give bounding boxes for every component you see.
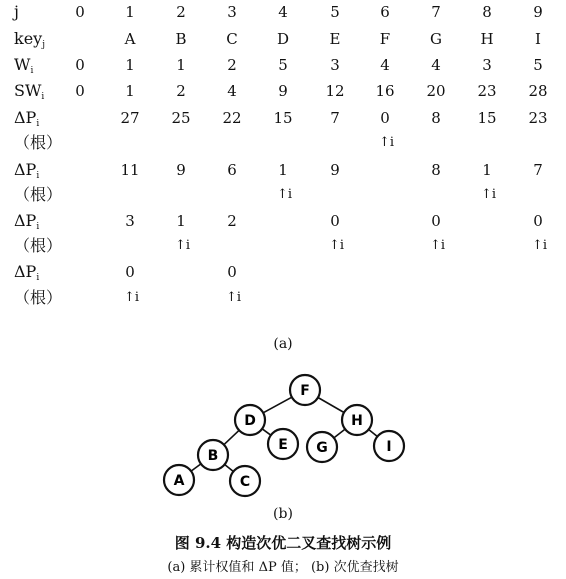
table-cell: 0 [75,56,85,74]
tree-edge [191,464,201,471]
figure-subtitle: (a) 累计权值和 ΔP 值； (b) 次优查找树 [167,560,399,575]
table-cell: I [535,30,541,48]
table-cell: 9 [278,82,288,100]
row-label: （根） [14,185,63,204]
table-cell: 12 [325,82,345,100]
table-cell: 5 [278,56,288,74]
node-label: E [278,437,288,453]
table-cell: 6 [380,3,390,21]
table-cell: 1 [482,161,492,179]
table-cell: 3 [330,56,340,74]
table-cell: 0 [227,263,237,281]
tree-node [164,465,194,495]
row-label: $\Delta P_i$ [14,160,40,181]
node-label: G [316,440,328,456]
table-cell: 0 [380,109,390,127]
table-cell: H [480,30,494,48]
table-cell: 28 [528,82,548,100]
table-cell: 8 [431,109,441,127]
table-cell: C [226,30,238,48]
node-label: B [207,448,219,464]
table-cell: 16 [375,82,395,100]
root-marker: ↑i [277,187,293,202]
caption-b: (b) [273,506,293,522]
root-marker: ↑i [379,135,395,150]
table-cell: 1 [125,56,135,74]
root-marker: ↑i [124,290,140,305]
table-cell: G [430,30,442,48]
table-cell: 2 [227,212,237,230]
row-label: key$_j$ [14,29,45,50]
table-cell: 0 [533,212,543,230]
table-cell: 9 [533,3,543,21]
node-label: F [300,383,310,399]
table-cell: 1 [176,212,186,230]
table-cell: 25 [171,109,191,127]
table-cell: 0 [330,212,340,230]
row-label: $W_i$ [14,55,34,76]
tree-node [342,405,372,435]
tree-node [374,431,404,461]
table-cell: 5 [330,3,340,21]
node-label: A [173,473,185,489]
root-marker: ↑i [175,238,191,253]
table-cell: 2 [176,82,186,100]
tree-node [235,405,265,435]
tree-node [268,429,298,459]
caption-a: (a) [273,336,293,352]
table-cell: 0 [125,263,135,281]
figure-title: 图 9.4 构造次优二叉查找树示例 [174,534,392,552]
node-label: H [351,413,363,429]
table-cell: 8 [431,161,441,179]
table-cell: 11 [120,161,140,179]
table-cell: 3 [227,3,237,21]
row-label: （根） [14,288,63,307]
table-cell: 0 [431,212,441,230]
row-label: $\Delta P_i$ [14,262,40,283]
table-cell: 23 [477,82,497,100]
table-cell: 0 [75,3,85,21]
table-cell: 2 [227,56,237,74]
table-cell: 1 [125,3,135,21]
table-cell: 3 [125,212,135,230]
root-marker: ↑i [532,238,548,253]
table-cell: 6 [227,161,237,179]
root-marker: ↑i [481,187,497,202]
tree-edge [318,397,344,412]
tree-edge [263,397,292,413]
tree-edge [224,430,239,444]
table-cell: 1 [176,56,186,74]
tree-edge [334,429,345,438]
root-marker: ↑i [329,238,345,253]
suboptimal-search-tree [0,360,566,500]
tree-node [198,440,228,470]
tree-node [230,466,260,496]
node-label: I [386,439,392,455]
tree-edge [262,429,271,435]
table-cell: 27 [120,109,140,127]
table-cell: A [124,30,136,48]
root-marker: ↑i [226,290,242,305]
root-marker: ↑i [430,238,446,253]
table-cell: 7 [431,3,441,21]
table-cell: 8 [482,3,492,21]
table-cell: 9 [330,161,340,179]
tree-node [307,432,337,462]
tree-edge [369,429,378,436]
table-cell: 15 [273,109,293,127]
tree-node [290,375,320,405]
table-cell: 4 [380,56,390,74]
table-cell: 4 [227,82,237,100]
tree-edge [225,464,234,471]
table-cell: 3 [482,56,492,74]
table-cell: F [379,30,391,48]
row-label: $SW_i$ [14,81,45,102]
row-label: $\Delta P_i$ [14,211,40,232]
table-cell: B [175,30,187,48]
table-cell: 7 [330,109,340,127]
table-cell: 2 [176,3,186,21]
table-cell: 4 [278,3,288,21]
table-cell: 22 [222,109,242,127]
row-label: （根） [14,133,63,152]
table-cell: 4 [431,56,441,74]
table-cell: 1 [125,82,135,100]
table-cell: 7 [533,161,543,179]
table-cell: 1 [278,161,288,179]
row-label: j [14,2,19,21]
table-cell: D [276,30,290,48]
table-cell: E [329,30,341,48]
row-label: （根） [14,236,63,255]
table-cell: 20 [426,82,446,100]
table-cell: 15 [477,109,497,127]
table-cell: 9 [176,161,186,179]
node-label: C [239,474,251,490]
table-cell: 23 [528,109,548,127]
row-label: $\Delta P_i$ [14,108,40,129]
table-cell: 5 [533,56,543,74]
table-cell: 0 [75,82,85,100]
node-label: D [244,413,256,429]
